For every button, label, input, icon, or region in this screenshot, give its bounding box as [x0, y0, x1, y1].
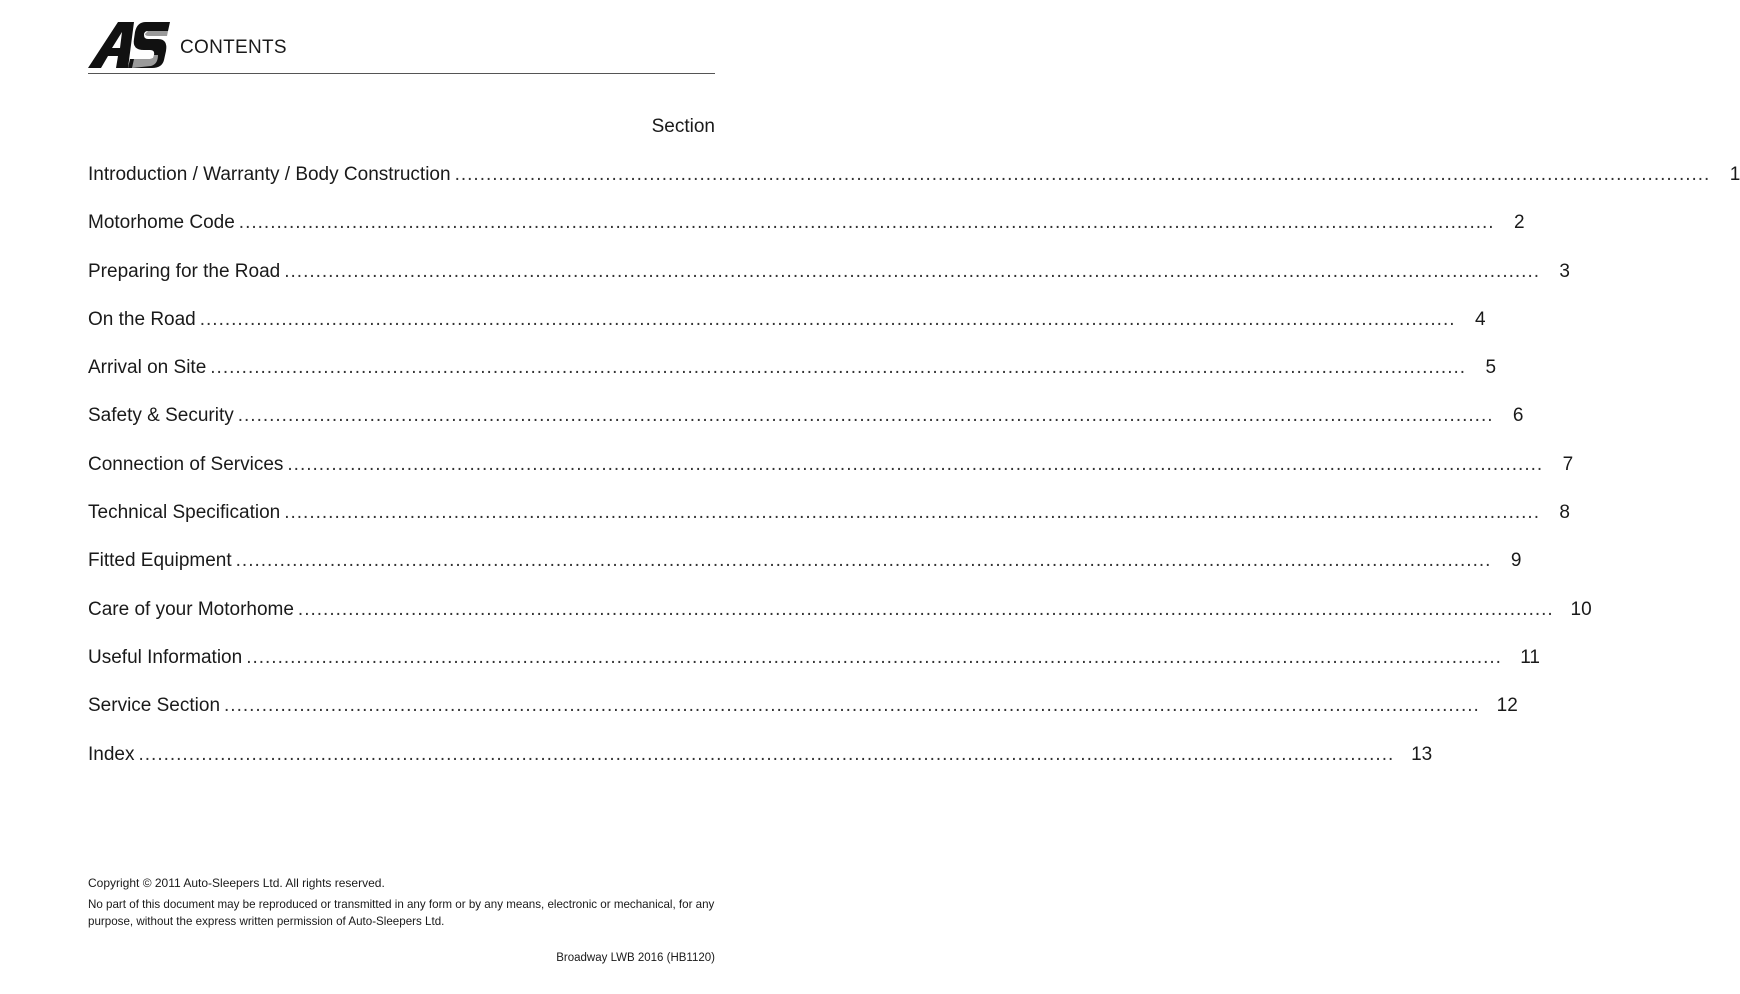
toc-entry-label: Care of your Motorhome — [88, 598, 294, 620]
header-divider — [88, 73, 715, 74]
dot-leader: ........................................................................................................................................................................................................ — [235, 550, 1492, 572]
toc-entry-label: Safety & Security — [88, 405, 234, 427]
toc-entry-number: 4 — [1474, 308, 1486, 330]
toc-entry-number: 8 — [1559, 502, 1570, 524]
toc-entry-number: 12 — [1496, 695, 1518, 717]
section-column-heading: Section — [651, 116, 715, 137]
dot-leader: ........................................................................................................................................................................................................ — [284, 260, 1540, 282]
toc-entry-number: 5 — [1485, 357, 1497, 379]
toc-entry[interactable] — [88, 353, 1497, 401]
toc-entry[interactable] — [88, 691, 1518, 739]
auto-sleepers-logo — [88, 20, 172, 70]
toc-entry-label: Service Section — [88, 695, 221, 717]
toc-entry-number: 6 — [1512, 405, 1524, 427]
toc-entry-number: 1 — [1729, 164, 1740, 185]
toc-entry-number: 11 — [1520, 646, 1540, 668]
dot-leader: ........................................................................................................................................................................................................ — [138, 743, 1395, 765]
copyright-line: Copyright © 2011 Auto-Sleepers Ltd. All rights reserved. — [88, 876, 385, 890]
dot-leader: ........................................................................................................................................................................................................ — [224, 695, 1480, 717]
toc-entry[interactable] — [88, 498, 1570, 546]
toc-entry-label: Introduction / Warranty / Body Construction — [88, 164, 451, 185]
toc-entry-label: Technical Specification — [88, 502, 281, 524]
dot-leader: ........................................................................................................................................................................................................ — [238, 212, 1495, 234]
toc-entry[interactable] — [88, 257, 1570, 305]
toc-entry-number: 10 — [1570, 598, 1592, 620]
dot-leader: ........................................................................................................................................................................................................ — [297, 598, 1554, 620]
document-reference: Broadway LWB 2016 (HB1120) — [556, 952, 715, 964]
dot-leader: ........................................................................................................................................................................................................ — [237, 405, 1494, 427]
toc-entry[interactable] — [88, 643, 1540, 691]
toc-entry[interactable] — [88, 160, 1740, 208]
toc-entry-number: 7 — [1562, 453, 1574, 475]
toc-entry[interactable] — [88, 546, 1522, 594]
dot-leader: ........................................................................................................................................................................................................ — [199, 308, 1456, 330]
toc-entry-label: Index — [88, 743, 135, 765]
page-title: CONTENTS — [180, 37, 287, 58]
dot-leader: ........................................................................................................................................................................................................ — [454, 164, 1711, 185]
toc-entry-label: Connection of Services — [88, 453, 284, 475]
dot-leader: ........................................................................................................................................................................................................ — [246, 646, 1502, 668]
toc-entry[interactable] — [88, 595, 1592, 643]
table-of-contents — [88, 160, 1740, 788]
toc-entry-label: Preparing for the Road — [88, 260, 281, 282]
copyright-notice: No part of this document may be reproduced or transmitted in any form or by any means, electronic or mechanical, for any purpose, without the express written permission of Auto-Sleepers Ltd. — [88, 898, 715, 928]
toc-entry-number: 2 — [1513, 212, 1525, 234]
toc-entry-label: On the Road — [88, 308, 196, 330]
toc-entry-label: Useful Information — [88, 646, 243, 668]
page-header — [88, 18, 715, 74]
toc-entry-number: 3 — [1559, 260, 1570, 282]
dot-leader: ........................................................................................................................................................................................................ — [287, 453, 1544, 475]
toc-entry[interactable] — [88, 208, 1525, 256]
dot-leader: ........................................................................................................................................................................................................ — [210, 357, 1467, 379]
toc-entry[interactable] — [88, 401, 1524, 449]
toc-entry[interactable] — [88, 305, 1486, 353]
copyright-block — [88, 874, 728, 930]
toc-entry-number: 13 — [1411, 743, 1433, 765]
toc-entry-label: Arrival on Site — [88, 357, 207, 379]
dot-leader: ........................................................................................................................................................................................................ — [284, 502, 1540, 524]
toc-entry[interactable] — [88, 450, 1574, 498]
toc-entry-label: Fitted Equipment — [88, 550, 232, 572]
toc-entry-number: 9 — [1510, 550, 1522, 572]
toc-entry-label: Motorhome Code — [88, 212, 235, 234]
toc-entry[interactable] — [88, 740, 1433, 788]
